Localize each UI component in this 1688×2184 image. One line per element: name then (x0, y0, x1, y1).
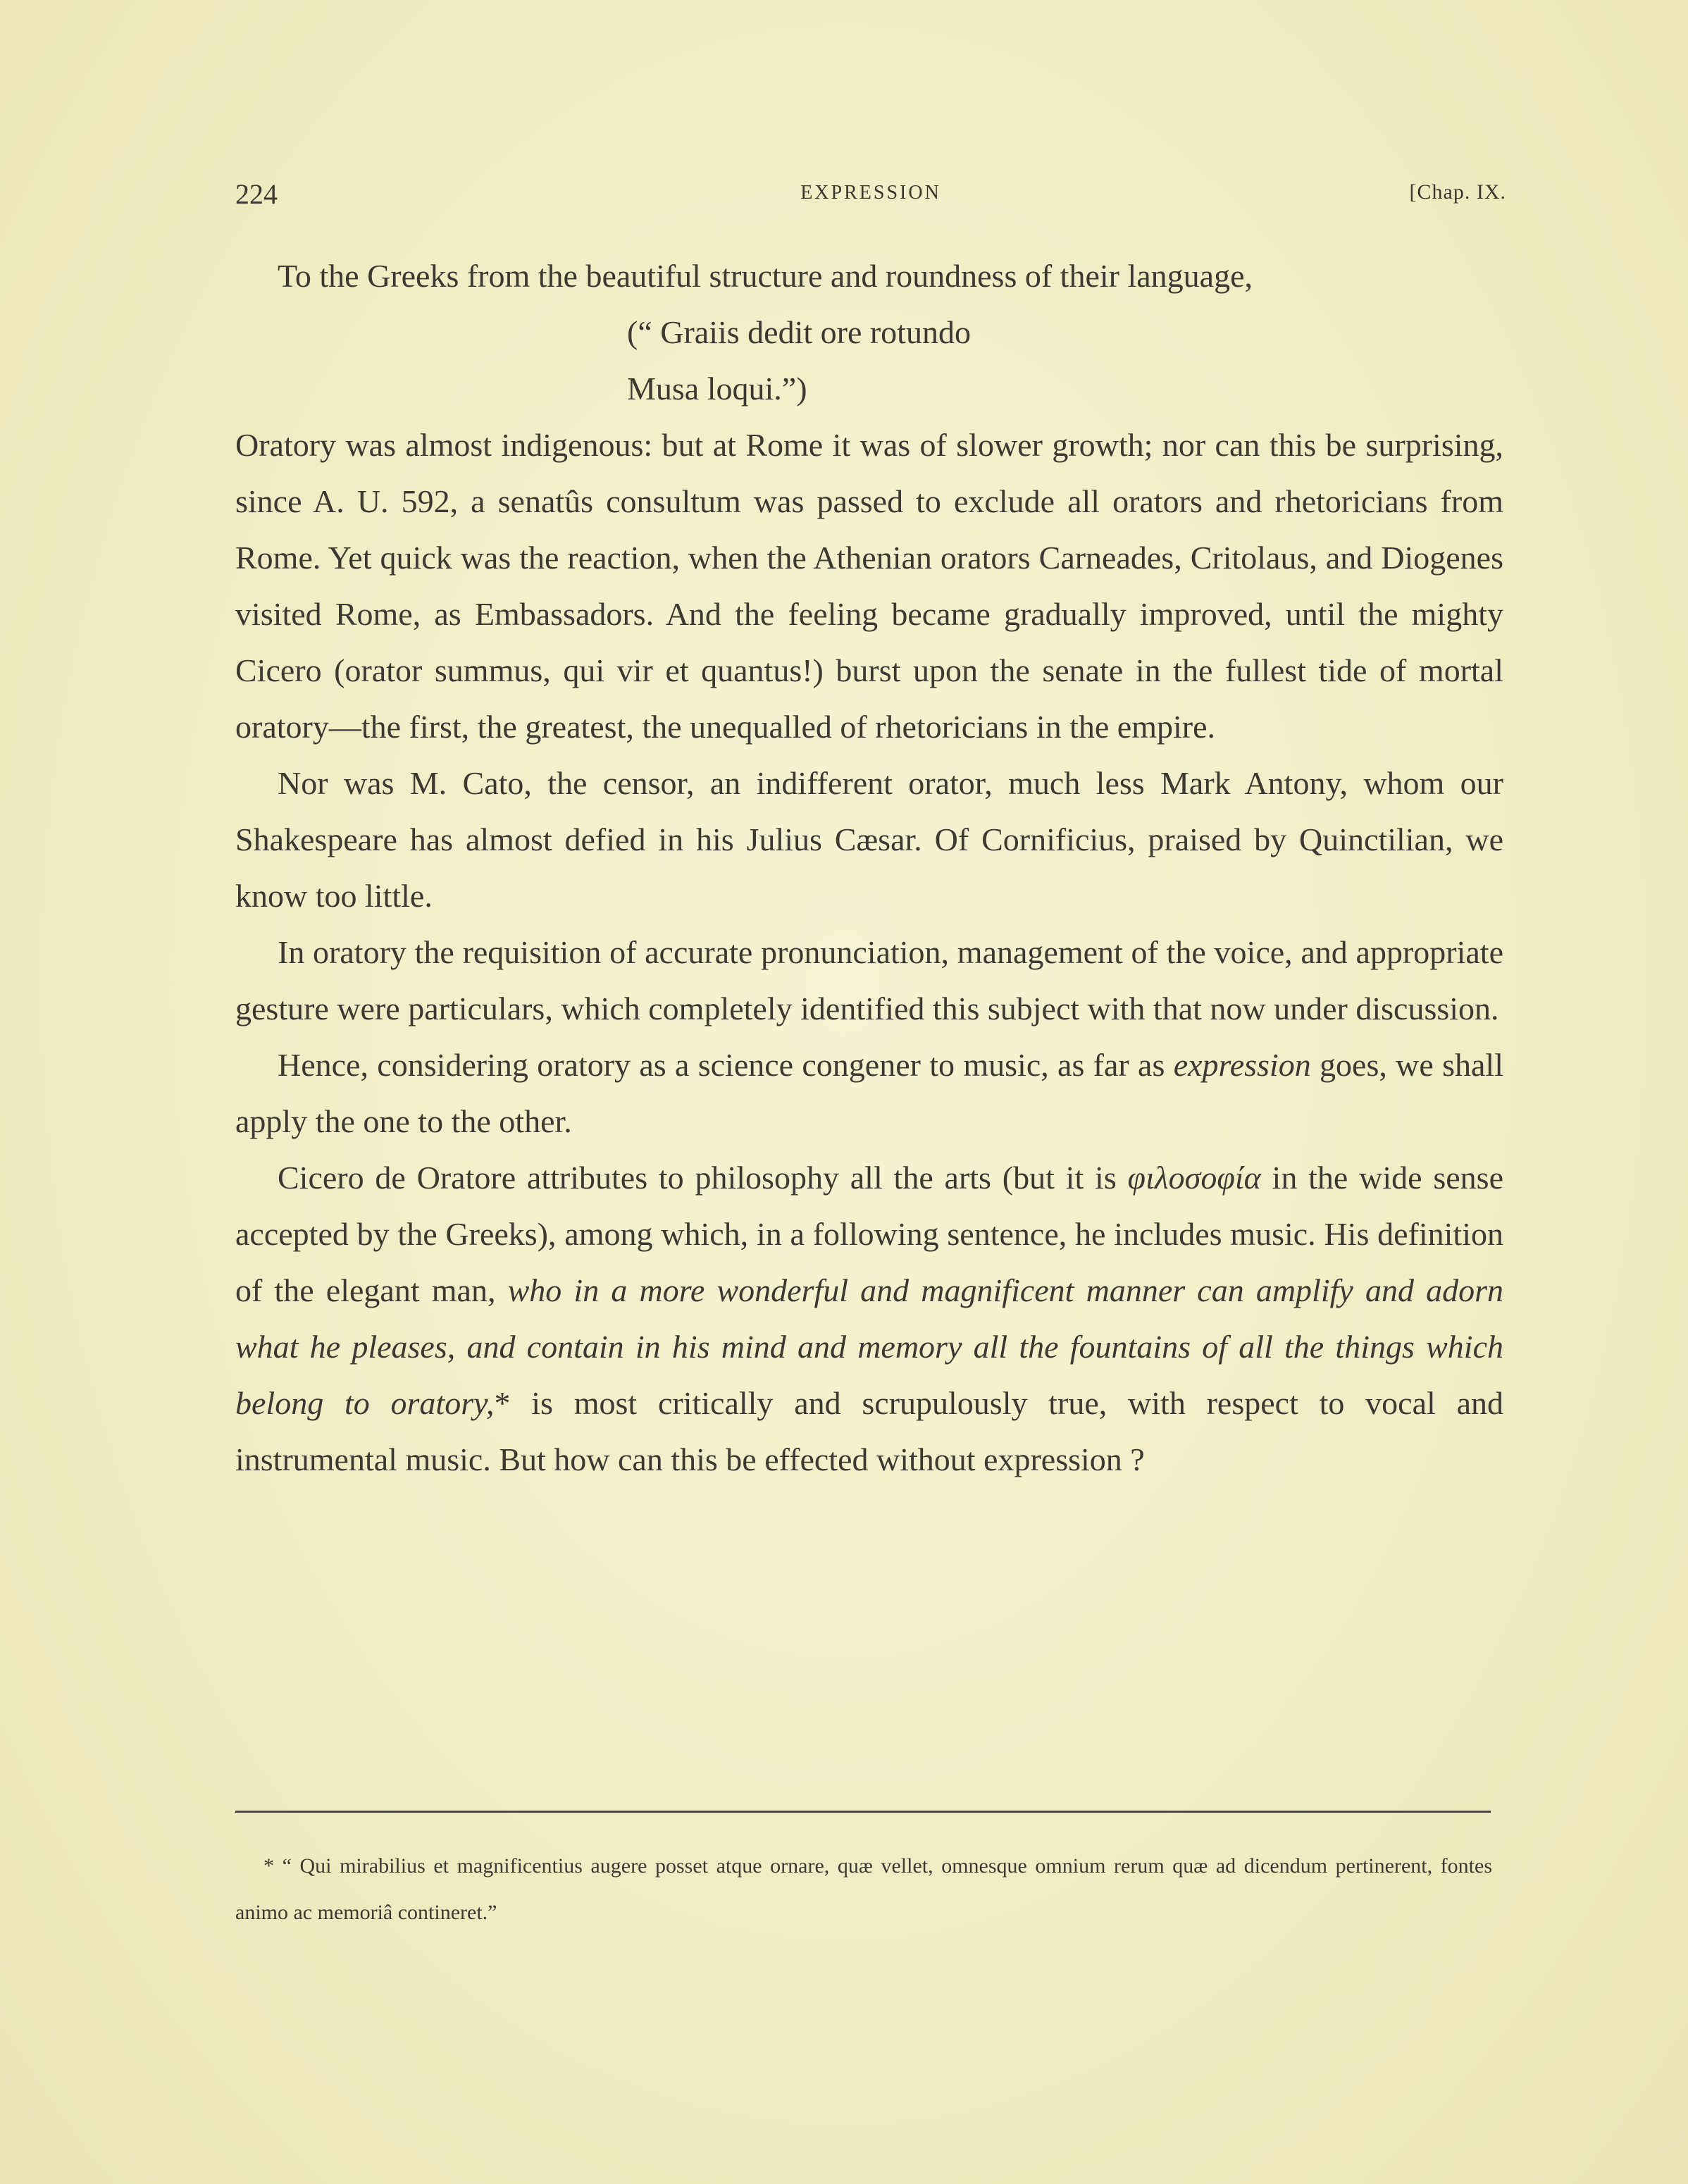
body-text (235, 248, 1503, 1488)
paragraph-cicero-part-2: in the wide sense accepted by the Greeks), among which, in a following sentence, he includes music. His definition of the elegant man, (235, 1160, 1504, 1308)
latin-quote-line-2: Musa loqui.”) (627, 371, 807, 407)
greek-philosophia: φιλοσοφία (1127, 1160, 1261, 1196)
page-number: 224 (235, 178, 278, 210)
paragraph-oratory-rome: Oratory was almost indigenous: but at Rome it was of slower growth; nor can this be surprising, since A. U. 592, a senatûs consultum was passed to exclude all orators and rhetoricians from Rome. Yet quick was the reaction, when the Athenian orators Carneades, Critolaus, and Diogenes visited Rome, as Embassadors. And the feeling became gradually improved, until the mighty Cicero (orator summus, qui vir et quantus!) burst upon the senate in the fullest tide of mortal oratory—the first, the greatest, the unequalled of rhetoricians in the empire. (235, 427, 1503, 745)
latin-quote-line-1: (“ Graiis dedit ore rotundo (627, 314, 971, 350)
paragraph-congener-part-2: goes, we shall apply the one to the other. (235, 1047, 1503, 1139)
footnote-divider (235, 1811, 1491, 1813)
italic-definition: who in a more wonderful and magnificent manner can amplify and adorn what he pleases, and contain in his mind and memory all the fountains of all the things which belong to oratory, (235, 1272, 1503, 1421)
paragraph-pronunciation: In oratory the requisition of accurate pronunciation, management of the voice, and appropriate gesture were particulars, which completely identified this subject with that now under discussion. (235, 934, 1503, 1026)
footnote (235, 1843, 1492, 1936)
running-title: EXPRESSION (800, 182, 941, 204)
footnote-text: * “ Qui mirabilius et magnificentius augere posset atque ornare, quæ vellet, omnesque omnium rerum quæ ad dicendum pertinerent, fontes animo ac memoriâ contineret.” (235, 1854, 1492, 1924)
paragraph-congener (235, 1037, 1503, 1150)
paragraph-congener-part-1: Hence, considering oratory as a science congener to music, as far as (278, 1047, 1174, 1083)
paragraph-cicero (235, 1150, 1503, 1488)
paragraph-greeks: To the Greeks from the beautiful structure and roundness of their language, (278, 258, 1253, 294)
paragraph-cicero-part-3: * is most critically and scrupulously true, with respect to vocal and instrumental music. But how can this be effected without expression ? (235, 1385, 1503, 1477)
running-head (235, 178, 1506, 220)
italic-expression: expression (1173, 1047, 1311, 1083)
paragraph-cicero-part-1: Cicero de Oratore attributes to philosophy all the arts (but it is (278, 1160, 1128, 1196)
paragraph-cato: Nor was M. Cato, the censor, an indifferent orator, much less Mark Antony, whom our Shakespeare has almost defied in his Julius Cæsar. Of Cornificius, praised by Quinctilian, we know too little. (235, 765, 1503, 914)
chapter-reference: [Chap. IX. (1409, 180, 1506, 204)
